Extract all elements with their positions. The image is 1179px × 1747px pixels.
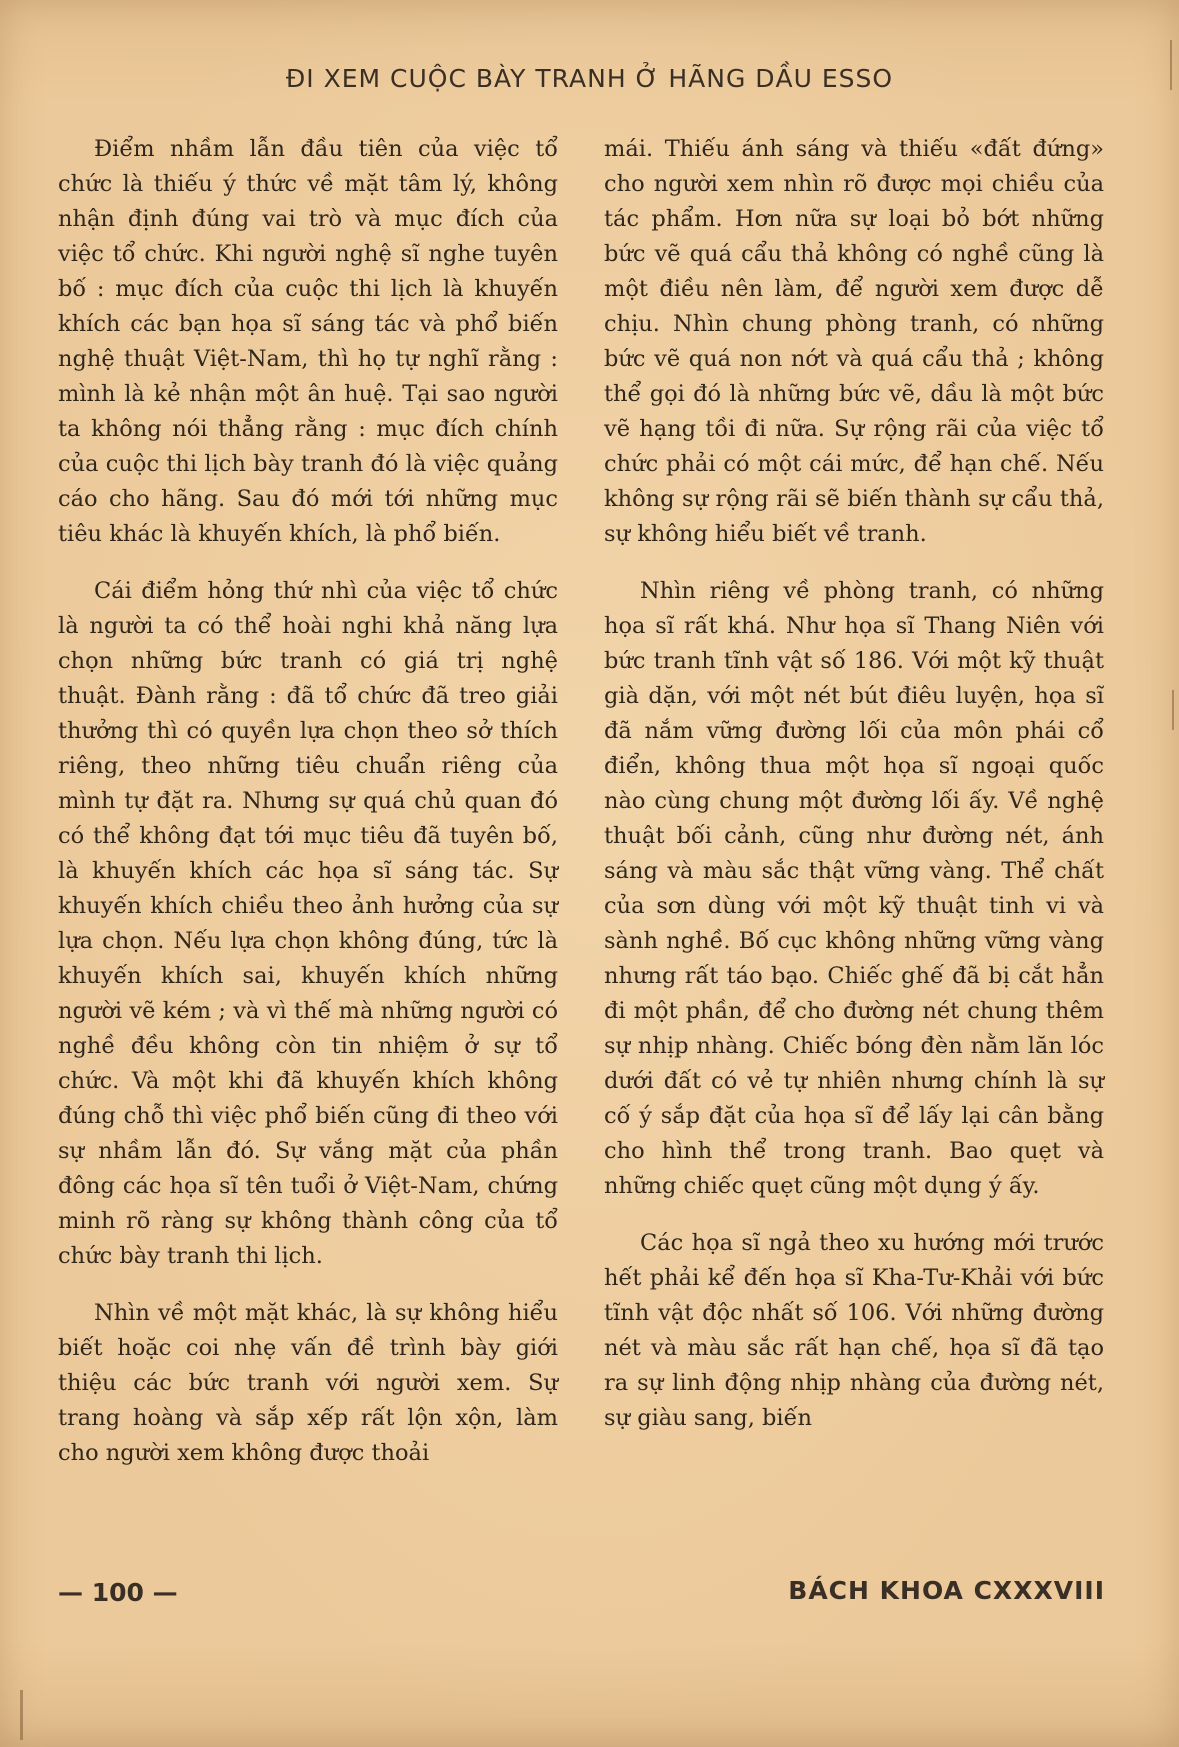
right-column	[604, 132, 1104, 1458]
page-edge-mark	[1172, 690, 1174, 730]
paragraph: Điểm nhầm lẫn đầu tiên của việc tổ chức là thiếu ý thức về mặt tâm lý, không nhận định đúng vai trò và mục đích của việc tổ chức. Khi người nghệ sĩ nghe tuyên bố : mục đích của cuộc thi lịch là khuyến khích các bạn họa sĩ sáng tác và phổ biến nghệ thuật Việt-Nam, thì họ tự nghĩ rằng : mình là kẻ nhận một ân huệ. Tại sao người ta không nói thẳng rằng : mục đích chính của cuộc thi lịch bày tranh đó là việc quảng cáo cho hãng. Sau đó mới tới những mục tiêu khác là khuyến khích, là phổ biến.	[58, 136, 558, 547]
paragraph: Các họa sĩ ngả theo xu hướng mới trước hết phải kể đến họa sĩ Kha-Tư-Khải với bức tĩnh vật độc nhất số 106. Với những đường nét và màu sắc rất hạn chế, họa sĩ đã tạo ra sự linh động nhịp nhàng của đường nét, sự giàu sang, biến	[604, 1230, 1104, 1431]
page-edge-mark	[1170, 40, 1172, 90]
page-number: — 100 —	[58, 1578, 178, 1607]
page-edge-mark	[20, 1690, 23, 1740]
publication-name: BÁCH KHOA CXXXVIII	[788, 1576, 1105, 1605]
left-column	[58, 132, 558, 1493]
paragraph: Cái điểm hỏng thứ nhì của việc tổ chức là người ta có thể hoài nghi khả năng lựa chọn những bức tranh có giá trị nghệ thuật. Đành rằng : đã tổ chức đã treo giải thưởng thì có quyền lựa chọn theo sở thích riêng, theo những tiêu chuẩn riêng của mình tự đặt ra. Nhưng sự quá chủ quan đó có thể không đạt tới mục tiêu đã tuyên bố, là khuyến khích các họa sĩ sáng tác. Sự khuyến khích chiều theo ảnh hưởng của sự lựa chọn. Nếu lựa chọn không đúng, tức là khuyến khích sai, khuyến khích những người vẽ kém ; và vì thế mà những người có nghề đều không còn tin nhiệm ở sự tổ chức. Và một khi đã khuyến khích không đúng chỗ thì việc phổ biến cũng đi theo với sự nhầm lẫn đó. Sự vắng mặt của phần đông các họa sĩ tên tuổi ở Việt-Nam, chứng minh rõ ràng sự không thành công của tổ chức bày tranh thi lịch.	[58, 578, 558, 1269]
paragraph: Nhìn riêng về phòng tranh, có những họa sĩ rất khá. Như họa sĩ Thang Niên với bức tranh tĩnh vật số 186. Với một kỹ thuật già dặn, với một nét bút điêu luyện, họa sĩ đã nắm vững đường lối của môn phái cổ điển, không thua một họa sĩ ngoại quốc nào cùng chung một đường lối ấy. Về nghệ thuật bối cảnh, cũng như đường nét, ánh sáng và màu sắc thật vững vàng. Thể chất của sơn dùng với một kỹ thuật tinh vi và sành nghề. Bố cục không những vững vàng nhưng rất táo bạo. Chiếc ghế đã bị cắt hẳn đi một phần, để cho đường nét chung thêm sự nhịp nhàng. Chiếc bóng đèn nằm lăn lóc dưới đất có vẻ tự nhiên nhưng chính là sự cố ý sắp đặt của họa sĩ để lấy lại cân bằng cho hình thể trong tranh. Bao quẹt và những chiếc quẹt cũng một dụng ý ấy.	[604, 578, 1104, 1199]
running-title: ĐI XEM CUỘC BÀY TRANH Ở HÃNG DẦU ESSO	[285, 64, 894, 93]
paragraph-continued: mái. Thiếu ánh sáng và thiếu «đất đứng» cho người xem nhìn rõ được mọi chiều của tác phẩm. Hơn nữa sự loại bỏ bớt những bức vẽ quá cẩu thả không có nghề cũng là một điều nên làm, để người xem được dễ chịu. Nhìn chung phòng tranh, có những bức vẽ quá non nớt và quá cẩu thả ; không thể gọi đó là những bức vẽ, dầu là một bức vẽ hạng tồi đi nữa. Sự rộng rãi của việc tổ chức phải có một cái mức, để hạn chế. Nếu không sự rộng rãi sẽ biến thành sự cẩu thả, sự không hiểu biết về tranh.	[604, 136, 1104, 547]
paragraph: Nhìn về một mặt khác, là sự không hiểu biết hoặc coi nhẹ vấn đề trình bày giới thiệu các bức tranh với người xem. Sự trang hoàng và sắp xếp rất lộn xộn, làm cho người xem không được thoải	[58, 1300, 558, 1466]
